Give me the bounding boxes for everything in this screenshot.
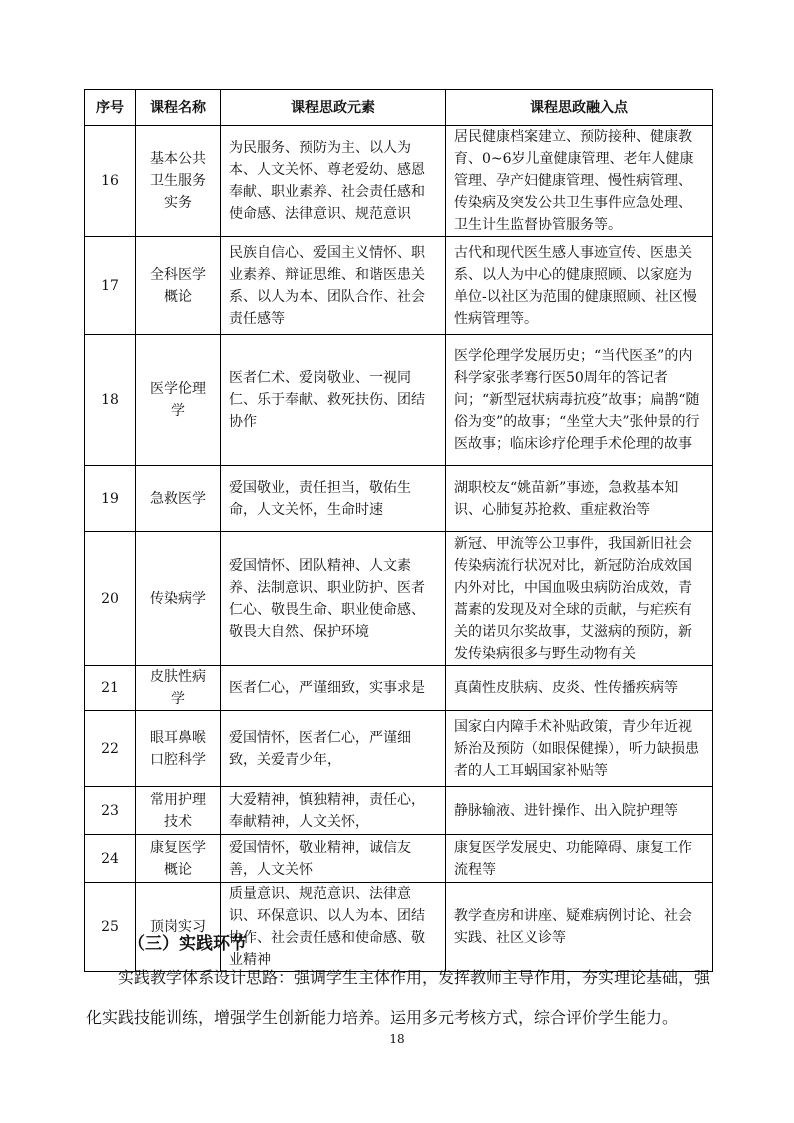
table-row [85,237,713,335]
course-points: 康复医学发展史、功能障碍、康复工作流程等 [446,835,713,883]
course-points: 医学伦理学发展历史；“当代医圣”的内科学家张孝骞行医50周年的答记者问；“新型冠状病毒抗疫”故事；扁鹊“随俗为变”的故事；“坐堂大夫”张仲景的行医故事；临床诊疗伦理手术伦理的故事 [446,335,713,466]
course-name: 急救医学 [136,466,221,532]
table-row [85,835,713,883]
course-elements: 爱国情怀、团队精神、人文素养、法制意识、职业防护、医者仁心、敬畏生命、职业使命感、敬畏大自然、保护环境 [221,532,446,666]
row-number: 20 [85,532,136,666]
table-row [85,787,713,835]
course-elements: 医者仁术、爱岗敬业、一视同仁、乐于奉献、救死扶伤、团结协作 [221,335,446,466]
table-row [85,711,713,787]
row-number: 24 [85,835,136,883]
header-elements: 课程思政元素 [221,90,446,126]
course-name: 医学伦理学 [136,335,221,466]
page-number: 18 [389,1032,405,1046]
course-points: 新冠、甲流等公卫事件，我国新旧社会传染病流行状况对比，新冠防治成效国内外对比，中国血吸虫病防治成效，青蒿素的发现及对全球的贡献，与疟疾有关的诺贝尔奖故事，艾滋病的预防，新发传染病很多与野生动物有关 [446,532,713,666]
course-elements: 质量意识、规范意识、法律意识、环保意识、以人为本、团结协作、社会责任感和使命感、敬业精神 [221,883,446,972]
table-row [85,335,713,466]
row-number: 21 [85,666,136,711]
course-name: 基本公共卫生服务实务 [136,126,221,237]
course-name: 常用护理技术 [136,787,221,835]
table-row [85,666,713,711]
header-course-name: 课程名称 [136,90,221,126]
course-elements: 爱国情怀，敬业精神，诚信友善，人文关怀 [221,835,446,883]
course-name: 顶岗实习 [136,883,221,972]
course-points: 湖职校友“姚苗新”事迹，急救基本知识、心肺复苏抢救、重症救治等 [446,466,713,532]
course-points: 真菌性皮肤病、皮炎、性传播疾病等 [446,666,713,711]
row-number: 16 [85,126,136,237]
table-row [85,532,713,666]
row-number: 17 [85,237,136,335]
course-elements: 民族自信心、爱国主义情怀、职业素养、辩证思维、和谐医患关系、以人为本、团队合作、社会责任感等 [221,237,446,335]
course-name: 康复医学概论 [136,835,221,883]
course-name: 全科医学概论 [136,237,221,335]
course-points: 古代和现代医生感人事迹宣传、医患关系、以人为中心的健康照顾、以家庭为单位-以社区为范围的健康照顾、社区慢性病管理等。 [446,237,713,335]
course-points: 国家白内障手术补贴政策，青少年近视矫治及预防（如眼保健操），听力缺损患者的人工耳蜗国家补贴等 [446,711,713,787]
course-elements: 爱国情怀，医者仁心，严谨细致，关爱青少年， [221,711,446,787]
row-number: 22 [85,711,136,787]
table-header-row [85,90,713,126]
table-row [85,466,713,532]
course-elements: 医者仁心，严谨细致，实事求是 [221,666,446,711]
row-number: 25 [85,883,136,972]
course-name: 皮肤性病学 [136,666,221,711]
course-points: 静脉输液、进针操作、出入院护理等 [446,787,713,835]
section-title: （三）实践环节 [128,934,247,954]
table-row [85,126,713,237]
course-name: 眼耳鼻喉口腔科学 [136,711,221,787]
curriculum-table [84,89,713,972]
header-number: 序号 [85,90,136,126]
course-points: 居民健康档案建立、预防接种、健康教育、0~6岁儿童健康管理、老年人健康管理、孕产妇健康管理、慢性病管理、传染病及突发公共卫生事件应急处理、卫生计生监督协管服务等。 [446,126,713,237]
header-integration-points: 课程思政融入点 [446,90,713,126]
course-name: 传染病学 [136,532,221,666]
course-elements: 为民服务、预防为主、以人为本、人文关怀、尊老爱幼、感恩奉献、职业素养、社会责任感和使命感、法律意识、规范意识 [221,126,446,237]
body-paragraph: 实践教学体系设计思路：强调学生主体作用，发挥教师主导作用，夯实理论基础，强化实践技能训练，增强学生创新能力培养。运用多元考核方式，综合评价学生能力。 [86,968,711,1027]
row-number: 23 [85,787,136,835]
course-elements: 大爱精神，慎独精神，责任心，奉献精神，人文关怀， [221,787,446,835]
row-number: 19 [85,466,136,532]
course-elements: 爱国敬业，责任担当，敬佑生命，人文关怀，生命时速 [221,466,446,532]
course-points: 教学查房和讲座、疑难病例讨论、社会实践、社区义诊等 [446,883,713,972]
row-number: 18 [85,335,136,466]
